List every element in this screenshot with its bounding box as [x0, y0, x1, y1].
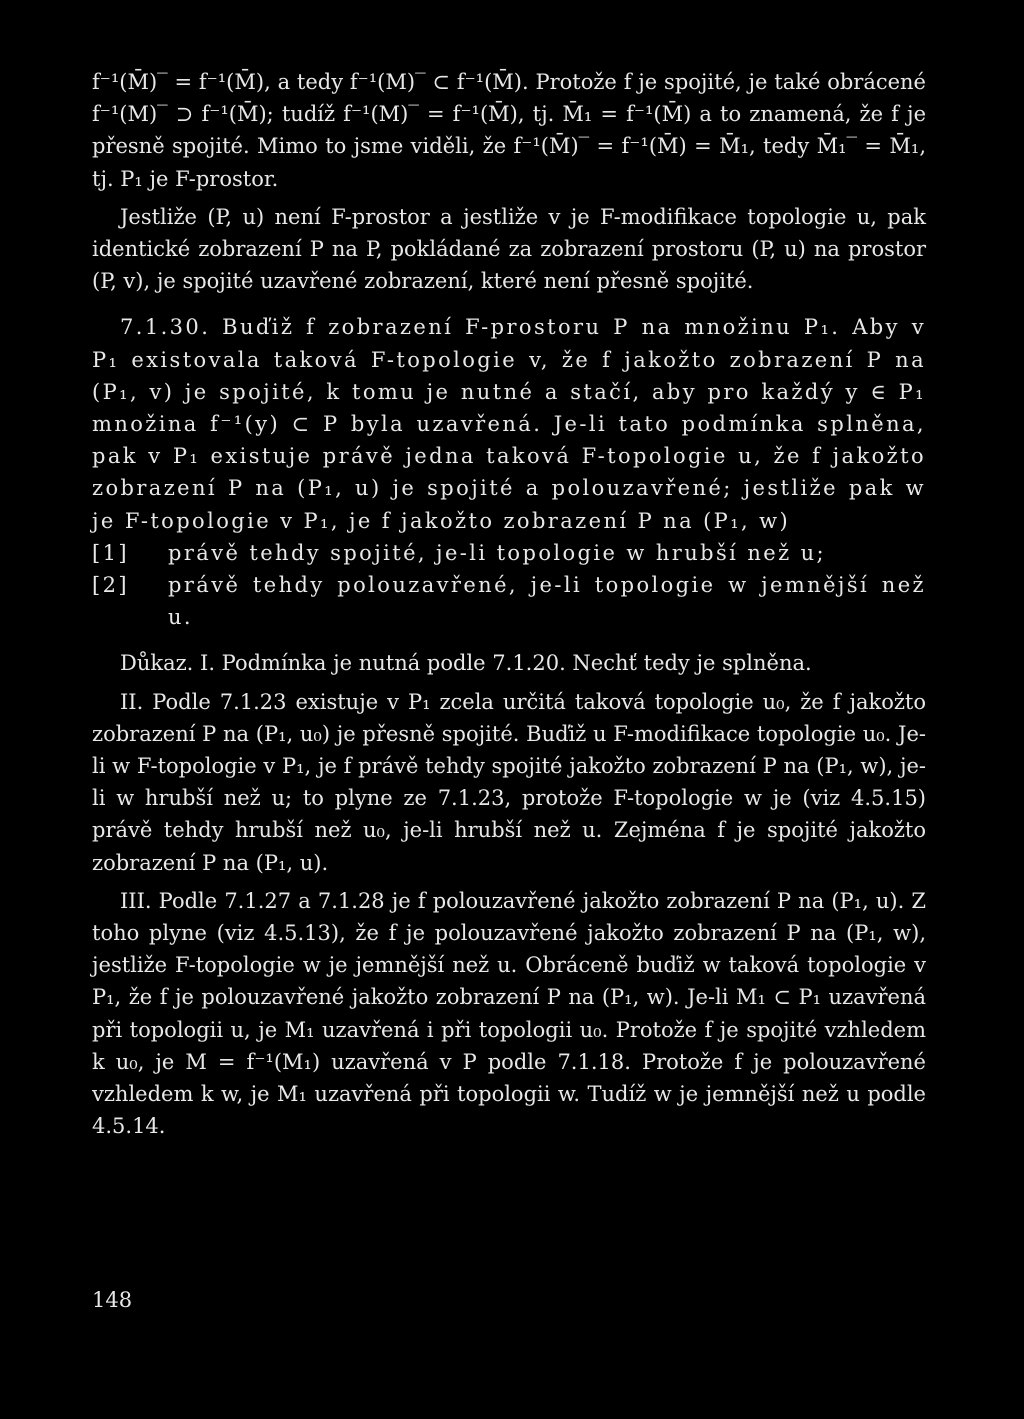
condition-label: [2]	[92, 573, 129, 598]
condition-text: právě tehdy spojité, je-li topologie w hrubší než u;	[168, 540, 827, 565]
proof-part-2: II. Podle 7.1.23 existuje v P₁ zcela určitá taková topologie u₀, že f jakožto zobrazení P na (P₁, u₀) je přesně spojité. Buďiž u F-modifikace topologie u₀. Je-li w F-topologie v P₁, je f právě tehdy spojité jakožto zobrazení P na (P₁, w), je-li w hrubší než u; to plyne ze 7.1.23, protože F-topologie w je (viz 4.5.15) právě tehdy hrubší než u₀, je-li hrubší než u. Zejména f je spojité jakožto zobrazení P na (P₁, u).	[92, 689, 926, 875]
theorem-condition-2	[92, 569, 926, 633]
proof-part-3: III. Podle 7.1.27 a 7.1.28 je f polouzavřené jakožto zobrazení P na (P₁, u). Z toho plyne (viz 4.5.13), že f je polouzavřené jakožto zobrazení P na (P₁, w), jestliže F-topologie w je jemnější než u. Obráceně buďiž w taková topologie v P₁, že f je polouzavřené jakožto zobrazení P na (P₁, w). Je-li M₁ ⊂ P₁ uzavřená při topologii u, je M₁ uzavřená i při topologii u₀. Protože f je spojité vzhledem k u₀, je M = f⁻¹(M₁) uzavřená v P podle 7.1.18. Protože f je polouzavřené vzhledem k w, je M₁ uzavřená při topologii w. Tudíž w je jemnější než u podle 4.5.14.	[92, 888, 926, 1139]
theorem-7-1-30: 7.1.30. Buďiž f zobrazení F-prostoru P na množinu P₁. Aby v P₁ existovala taková F-topologie v, že f jakožto zobrazení P na (P₁, v) je spojité, k tomu je nutné a stačí, aby pro každý y ∈ P₁ množina f⁻¹(y) ⊂ P byla uzavřená. Je-li tato podmínka splněna, pak v P₁ existuje právě jedna taková F-topologie u, že f jakožto zobrazení P na (P₁, u) je spojité a polouzavřené; jestliže pak w je F-topologie v P₁, je f jakožto zobrazení P na (P₁, w)	[92, 315, 926, 533]
condition-label: [1]	[92, 540, 129, 565]
paragraph-remark: Jestliže (P, u) není F-prostor a jestliže v je F-modifikace topologie u, pak identické zobrazení P na P, pokládané za zobrazení prostoru (P, u) na prostor (P, v), je spojité uzavřené zobrazení, které není přesně spojité.	[92, 204, 926, 294]
condition-text: právě tehdy polouzavřené, je-li topologie w jemnější než u.	[168, 573, 926, 630]
theorem-condition-1	[92, 537, 926, 569]
paragraph-continuation: f⁻¹(M̄)‾ = f⁻¹(M̄), a tedy f⁻¹(M)‾ ⊂ f⁻¹(M̄). Protože f je spojité, je také obrácené f⁻¹(M)‾ ⊃ f⁻¹(M̄); tudíž f⁻¹(M)‾ = f⁻¹(M̄), tj. M̄₁ = f⁻¹(M̄) a to znamená, že f je přesně spojité. Mimo to jsme viděli, že f⁻¹(M̄)‾ = f⁻¹(M̄) = M̄₁, tedy M̄₁‾ = M̄₁, tj. P₁ je F-prostor.	[92, 70, 926, 191]
proof-part-1: Důkaz. I. Podmínka je nutná podle 7.1.20. Nechť tedy je splněna.	[120, 651, 812, 676]
page-number: 148	[92, 1288, 133, 1312]
text-block	[92, 66, 926, 1143]
